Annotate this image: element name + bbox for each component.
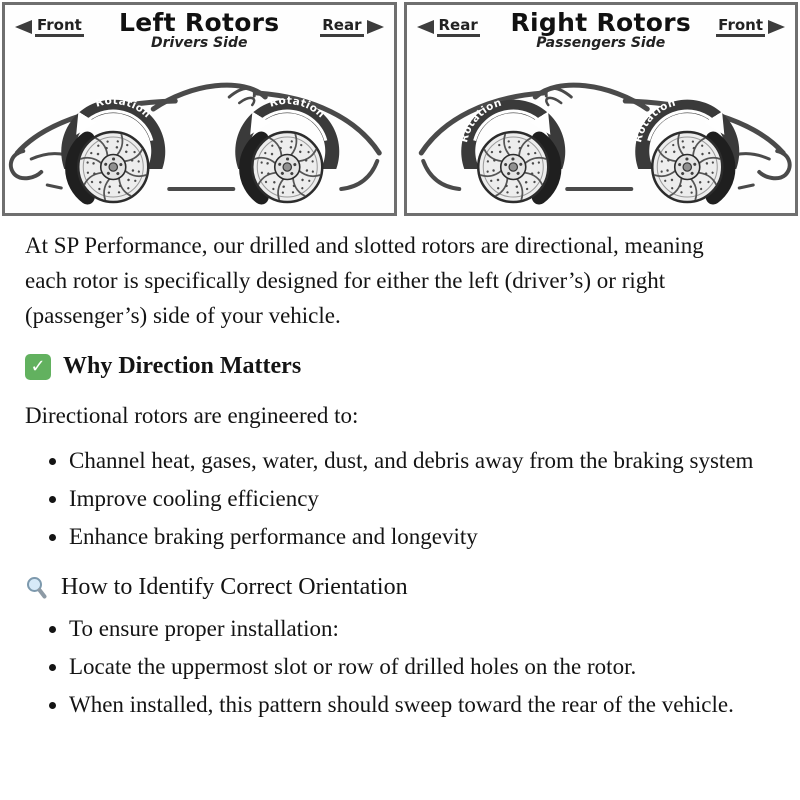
left-rotors-panel [2,2,397,216]
rotor-direction-diagram [0,0,800,216]
right-arrow-icon [367,20,384,34]
rotation-label: Rotation [268,94,328,121]
front-rotor [73,131,149,203]
left-panel-header [5,5,394,55]
right-panel-header [407,5,796,55]
why-direction-matters-heading [25,353,775,380]
front-direction-indicator [15,17,84,37]
right-rotors-panel [404,2,799,216]
direction-label: Rear [320,17,363,37]
rotation-label: Rotation [631,96,677,144]
benefits-list [25,443,775,554]
rear-rotor [247,131,323,203]
how-to-identify-heading [25,574,775,601]
list-item: • Locate the uppermost slot or row of drilled holes on the rotor. [69,649,759,684]
panel-subtitle: Passengers Side [536,35,666,51]
rear-direction-indicator [320,17,383,37]
article-content [0,228,800,722]
rear-direction-indicator [417,17,480,37]
left-arrow-icon [15,20,32,34]
rotation-label: Rotation [94,94,154,121]
intro-paragraph: At SP Performance, our drilled and slotted rotors are directional, meaning each rotor is specifically designed for either the left (driver’s) or right (passenger’s) side of your vehicle. [25,233,704,328]
rear-rotor [477,131,553,203]
list-item: • Channel heat, gases, water, dust, and debris away from the braking system [69,443,759,478]
direction-label: Front [716,17,765,37]
svg-text:Rotation [268,95,327,121]
magnifying-glass-icon [25,576,49,600]
svg-text:Rotation [94,95,153,121]
section-heading: How to Identify Correct Orientation [61,574,408,600]
right-arrow-icon [768,20,785,34]
list-item: • Enhance braking performance and longevity [69,519,759,554]
car-illustration-right [407,55,796,213]
panel-subtitle: Drivers Side [151,35,248,51]
car-illustration-left [5,55,394,213]
rotation-label: Rotation [457,96,503,144]
direction-label: Front [35,17,84,37]
list-item: • When installed, this pattern should sweep toward the rear of the vehicle. [69,687,759,722]
list-item: • To ensure proper installation: [69,611,759,646]
panel-title: Right Rotors [510,8,692,37]
engineered-to-lead: Directional rotors are engineered to: [25,403,359,428]
check-mark-icon: ✓ [25,354,51,380]
orientation-steps-list [25,611,775,722]
left-arrow-icon [417,20,434,34]
front-direction-indicator [716,17,785,37]
direction-label: Rear [437,17,480,37]
front-rotor [651,131,727,203]
list-item: • Improve cooling efficiency [69,481,759,516]
section-heading: Why Direction Matters [63,353,302,379]
panel-title: Left Rotors [119,8,280,37]
